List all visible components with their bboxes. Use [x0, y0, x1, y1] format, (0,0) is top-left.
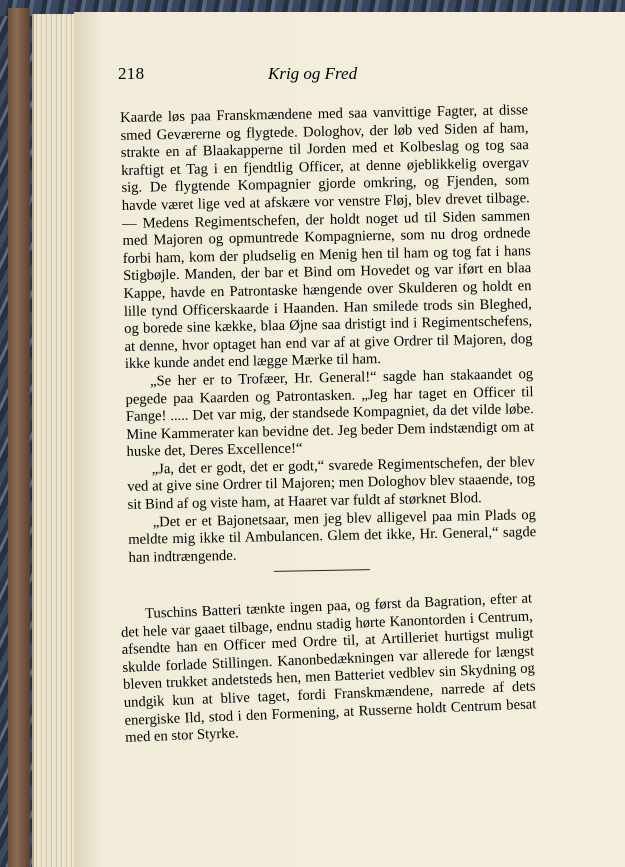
body-text-section-1	[120, 102, 537, 567]
paragraph: „Se her er to Trofæer, Hr. General!“ sagde han stakaandet og pegede paa Kaarden og Patrontasken. „Jeg har taget en Officer til Fange! ..... Det var mig, der standsede Kompagniet, da det vilde løbe. Mine Kammerater kan bevidne det. Jeg beder Dem indstændigt om at huske det, Deres Excellence!“	[125, 366, 535, 461]
paragraph: Kaarde løs paa Franskmændene med saa vanvittige Fagter, at disse smed Geværerne og flygtede. Dologhov, der løb ved Siden af ham, strakte en af Blaakapperne til Jorden med et Kolbeslag og tog saa kraftigt et Tag i en fjendtlig Officer, at denne øjeblikkelig overgav sig. De flygtende Kompagnier gjorde omkring, og Fjenden, som havde været lige ved at afskære vor venstre Fløj, blev drevet tilbage. — Medens Regimentschefen, der holdt noget ud til Siden sammen med Majoren og opmuntrede Kompagnierne, som nu drog ordnede forbi ham, kom der pludselig en Menig hen til ham og tog fat i hans Stigbøjle. Manden, der bar et Bind om Hovedet og var iført en blaa Kappe, havde en Patrontaske hængende over Skulderen og holdt en lille tynd Officerskaarde i Haanden. Han smilede trods sin Bleghed, og borede sine kække, blaa Øjne saa dristigt ind i Regimentschefens, at denne, hvor optaget han end var af at give Ordrer til Majoren, dog ikke kunde andet end lægge Mærke til ham.	[120, 102, 533, 373]
paragraph: Tuschins Batteri tænkte ingen paa, og først da Bagration, efter at det hele var gaaet tilbage, endnu stadig hørte Kanontorden i Centrum, afsendte han en Officer med Ordre til, at Artilleriet hurtigst muligt skulde forlade Stillingen. Kanonbedækningen var allerede for længst bleven trukket andetsteds hen, men Batteriet vedblev sin Skydning og undgik kun at blive taget, fordi Franskmændene, narrede af dets energiske Ild, stod i den Formening, at Russerne holdt Centrum besat med en stor Styrke.	[120, 590, 537, 747]
running-title: Krig og Fred	[268, 64, 358, 83]
paragraph: „Ja, det er godt, det er godt,“ svarede Regimentschefen, der blev ved at give sine Ordrer til Majoren; men Dologhov blev staaende, tog sit Bind af og viste ham, at Haaret var fuldt af størknet Blod.	[127, 453, 536, 513]
page-header	[118, 64, 458, 90]
cover-edge	[8, 8, 30, 867]
paragraph: „Det er et Bajonetsaar, men jeg blev alligevel paa min Plads og meldte mig ikke til Ambulancen. Glem det ikke, Hr. General,“ sagde han indtrængende.	[128, 506, 537, 566]
page-number: 218	[118, 64, 145, 83]
body-text-section-2	[120, 590, 537, 747]
